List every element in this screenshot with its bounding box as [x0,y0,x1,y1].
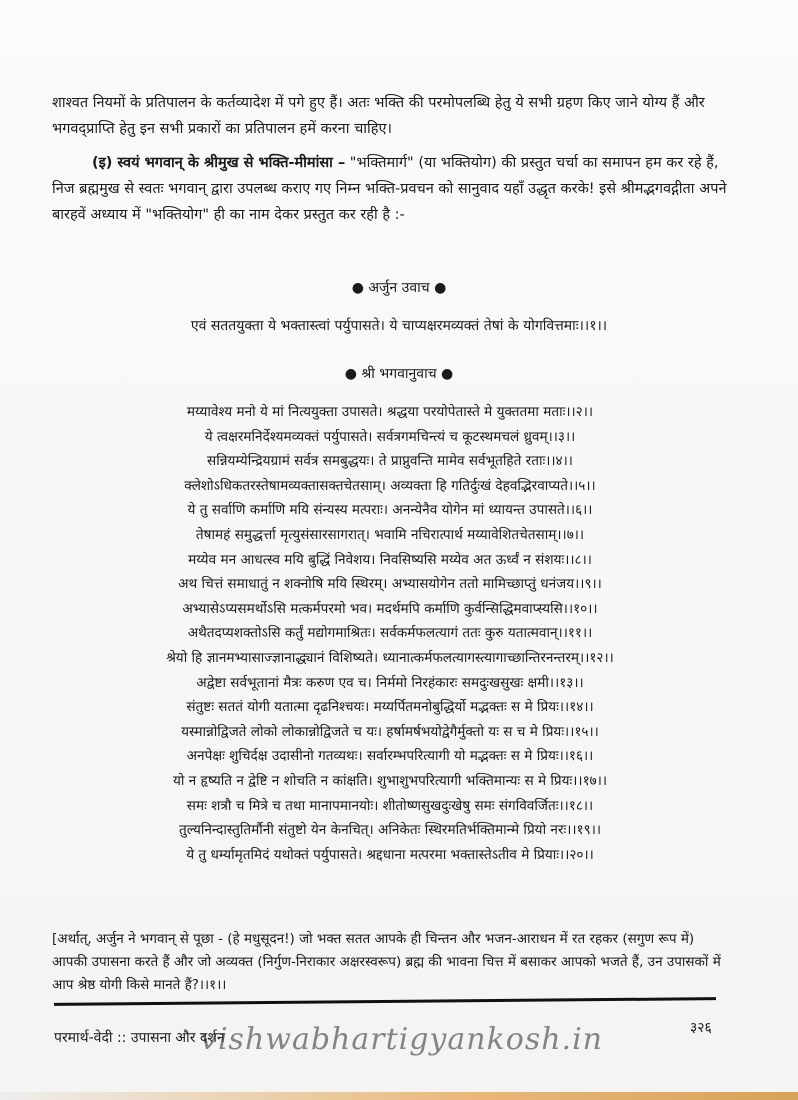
section-paragraph [52,150,727,228]
verse: सन्नियम्येन्द्रियग्रामं सर्वत्र समबुद्धयः। ते प्राप्नुवन्ति मामेव सर्वभूतहिते रताः।।४।। [207,453,573,470]
verse: तेषामहं समुद्धर्त्ता मृत्युसंसारसागरात्। भवामि नचिरात्पार्थ मय्यावेशितचेतसाम्।।७।। [195,526,585,543]
verse: ये तु सर्वाणि कर्माणि मयि संन्यस्य मत्पराः। अनन्येनैव योगेन मां ध्यायन्त उपासते।।६।। [187,502,593,519]
verse: संतुष्टः सततं योगी यतात्मा दृढनिश्चयः। मय्यर्पितमनोबुद्धिर्यो मद्भक्तः स मे प्रियः।।१४।। [186,699,594,716]
verse: तुल्यनिन्दास्तुतिर्मौनी संतुष्टो येन केनचित्। अनिकेतः स्थिरमतिर्भक्तिमान्मे प्रियो नरः।।१९।। [178,822,602,839]
verse: ये तु धर्म्यामृतमिदं यथोक्तं पर्युपासते। श्रद्दधाना मत्परमा भक्तास्तेऽतीव मे प्रियाः।।२०।। [186,846,594,863]
footer-divider [54,997,716,1006]
verse: अथ चित्तं समाधातुं न शक्नोषि मयि स्थिरम्। अभ्यासयोगेन ततो मामिच्छाप्तुं धनंजय।।९।। [178,576,602,593]
verse: समः शत्रौ च मित्रे च तथा मानापमानयोः। शीतोष्णसुखदुःखेषु समः संगविवर्जितः।।१८।। [186,797,594,814]
verse: श्रेयो हि ज्ञानमभ्यासाज्ज्ञानाद्ध्यानं विशिष्यते। ध्यानात्कर्मफलत्यागस्त्यागाच्छान्तिरनन्तरम्।।१२।। [166,649,614,666]
arjuna-heading: ● अर्जुन उवाच ● [351,280,447,296]
verse: क्लेशोऽधिकतरस्तेषामव्यक्तासक्तचेतसाम्। अव्यक्ता हि गतिर्दुःखं देहवद्भिरवाप्यते।।५।। [184,477,596,494]
verse: अथैतदप्यशक्तोऽसि कर्तुं मद्योगमाश्रितः। सर्वकर्मफलत्यागं ततः कुरु यतात्मवान्।।११।। [187,625,593,642]
verse: यस्मान्नोद्विजते लोको लोकान्नोद्विजते च यः। हर्षामर्षभयोद्वेगैर्मुक्तो यः स च मे प्रियः।।१५।। [181,723,599,740]
verse: मय्यावेश्य मनो ये मां नित्ययुक्ता उपासते। श्रद्धया परयोपेतास्ते मे युक्ततमा मताः।।२।। [186,404,594,420]
verse: यो न हृष्यति न द्वेष्टि न शोचति न कांक्षति। शुभाशुभपरित्यागी भक्तिमान्यः स मे प्रियः।।१७।। [172,772,608,789]
verse: अनपेक्षः शुचिर्दक्ष उदासीनो गतव्यथः। सर्वारम्भपरित्यागी यो मद्भक्तः स मे प्रियः।।१६।। [186,748,594,765]
verse: अद्वेष्टा सर्वभूतानां मैत्रः करुण एव च। निर्ममो निरहंकारः समदुःखसुखः क्षमी।।१३।। [196,674,584,691]
verse-list [90,400,690,867]
section-body: "भक्तिमार्ग" (या भक्तियोग) की प्रस्तुत चर्चा का समापन हम कर रहे हैं, निज ब्रह्ममुख से स्वतः भगवान् द्वारा उपलब्ध कराए गए निम्न भक्ति-प्रवचन को सानुवाद यहाँ उद्धृत करके! इसे श्रीमद्भगवद्गीता अपने बारहवें अध्याय में "भक्तियोग" ही का नाम देकर प्रस्तुत कर रही है :- [52,155,727,223]
verse: ये त्वक्षरमनिर्देश्यमव्यक्तं पर्युपासते। सर्वत्रगमचिन्त्यं च कूटस्थमचलं ध्रुवम्।।३।। [204,428,576,445]
bhagavan-heading: ● श्री भगवानुवाच ● [344,366,454,382]
section-heading: (इ) स्वयं भगवान् के श्रीमुख से भक्ति-मीमांसा – [92,155,346,171]
arjuna-verse: एवं सततयुक्ता ये भक्तास्त्वां पर्युपासते। ये चाप्यक्षरमव्यक्तं तेषां के योगवित्तमाः।।१।। [190,318,608,334]
translation-paragraph: [अर्थात्, अर्जुन ने भगवान् से पूछा - (हे मधुसूदन!) जो भक्त सतत आपके ही चिन्तन और भजन-आराधन में रत रहकर (सगुण रूप में) आपकी उपासना करते हैं और जो अव्यक्त (निर्गुण-निराकार अक्षरस्वरूप) ब्रह्म की भावना चित्त में बसाकर आपको भजते हैं, उन उपासकों में आप श्रेष्ठ योगी किसे मानते हैं?।।१।। [52,931,721,993]
book-title: परमार्थ-वेदी :: उपासना और दर्शन [54,1030,225,1046]
intro-paragraph: शाश्वत नियमों के प्रतिपालन के कर्तव्यादेश में पगे हुए हैं। अतः भक्ति की परमोपलब्धि हेतु ये सभी ग्रहण किए जाने योग्य हैं और भगवद्प्राप्ति हेतु इन सभी प्रकारों का प्रतिपालन हमें करना चाहिए। [52,95,705,137]
verse: मय्येव मन आधत्स्व मयि बुद्धिं निवेशय। निवसिष्यसि मय्येव अत ऊर्ध्वं न संशयः।।८।। [188,551,592,568]
page-edge [0,1092,798,1100]
page-number: ३२६ [690,1020,712,1036]
verse: अभ्यासेऽप्यसमर्थोऽसि मत्कर्मपरमो भव। मदर्थमपि कर्माणि कुर्वन्सिद्धिमवाप्स्यसि।।१०।। [182,600,598,617]
watermark: vishwabhartigyankosh.in [200,1022,603,1057]
